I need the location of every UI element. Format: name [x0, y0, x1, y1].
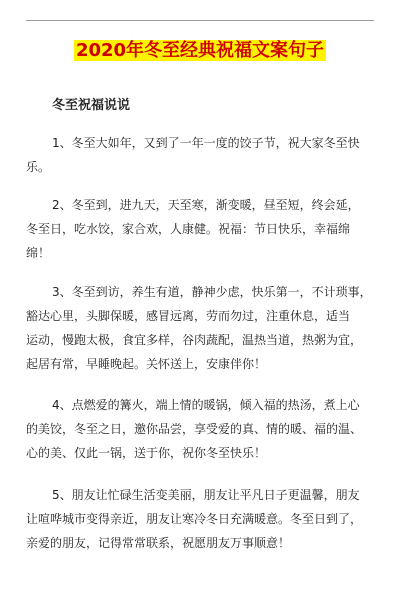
paragraph-line: 2、冬至到，进九天，天至寒，渐变暖，昼至短，终会延， [52, 198, 360, 212]
paragraph-line: 5、朋友让忙碌生活变美丽，朋友让平凡日子更温馨，朋友 [52, 488, 360, 502]
paragraph-line: 让喧哗城市变得亲近，朋友让寒冷冬日充满暖意。冬至日到了， [26, 512, 363, 526]
paragraph-line: 乐。 [26, 160, 51, 174]
article-title [0, 39, 400, 63]
paragraph-1 [26, 131, 374, 179]
paragraph-line: 4、点燃爱的篝火，端上情的暖锅，倾入福的热汤，煮上心 [52, 398, 360, 412]
top-divider [26, 20, 374, 21]
section-subtitle: 冬至祝福说说 [52, 98, 131, 113]
paragraph-line: 3、冬至到访，养生有道，静神少虑，快乐第一，不计琐事， [52, 285, 372, 299]
paragraph-4 [26, 393, 374, 465]
paragraph-line: 亲爱的朋友，记得常常联系，祝愿朋友万事顺意！ [26, 536, 291, 550]
paragraph-line: 起居有常，早睡晚起。关怀送上，安康伴你！ [26, 357, 267, 371]
paragraph-line: 绵！ [26, 246, 51, 260]
article-title-text: 2020年冬至经典祝福文案句子 [75, 40, 325, 61]
paragraph-line: 心的美、仅此一锅，送于你，祝你冬至快乐！ [26, 446, 267, 460]
paragraph-line: 的美饺，冬至之日，邀你品尝，享受爱的真、情的暖、福的温、 [26, 422, 363, 436]
paragraph-line: 豁达心里，头脚保暖，感冒远离，劳而勿过，注重休息，适当 [26, 309, 351, 323]
paragraph-line: 1、冬至大如年，又到了一年一度的饺子节，祝大家冬至快 [52, 136, 360, 150]
paragraph-3 [26, 280, 374, 376]
paragraph-line: 冬至日，吃水饺，家合欢，人康健。祝福：节日快乐，幸福绵 [26, 222, 351, 236]
paragraph-line: 运动，慢跑太极，食宜多样，谷肉蔬配，温热当道，热粥为宜， [26, 333, 363, 347]
paragraph-5 [26, 483, 374, 555]
paragraph-2 [26, 193, 374, 265]
